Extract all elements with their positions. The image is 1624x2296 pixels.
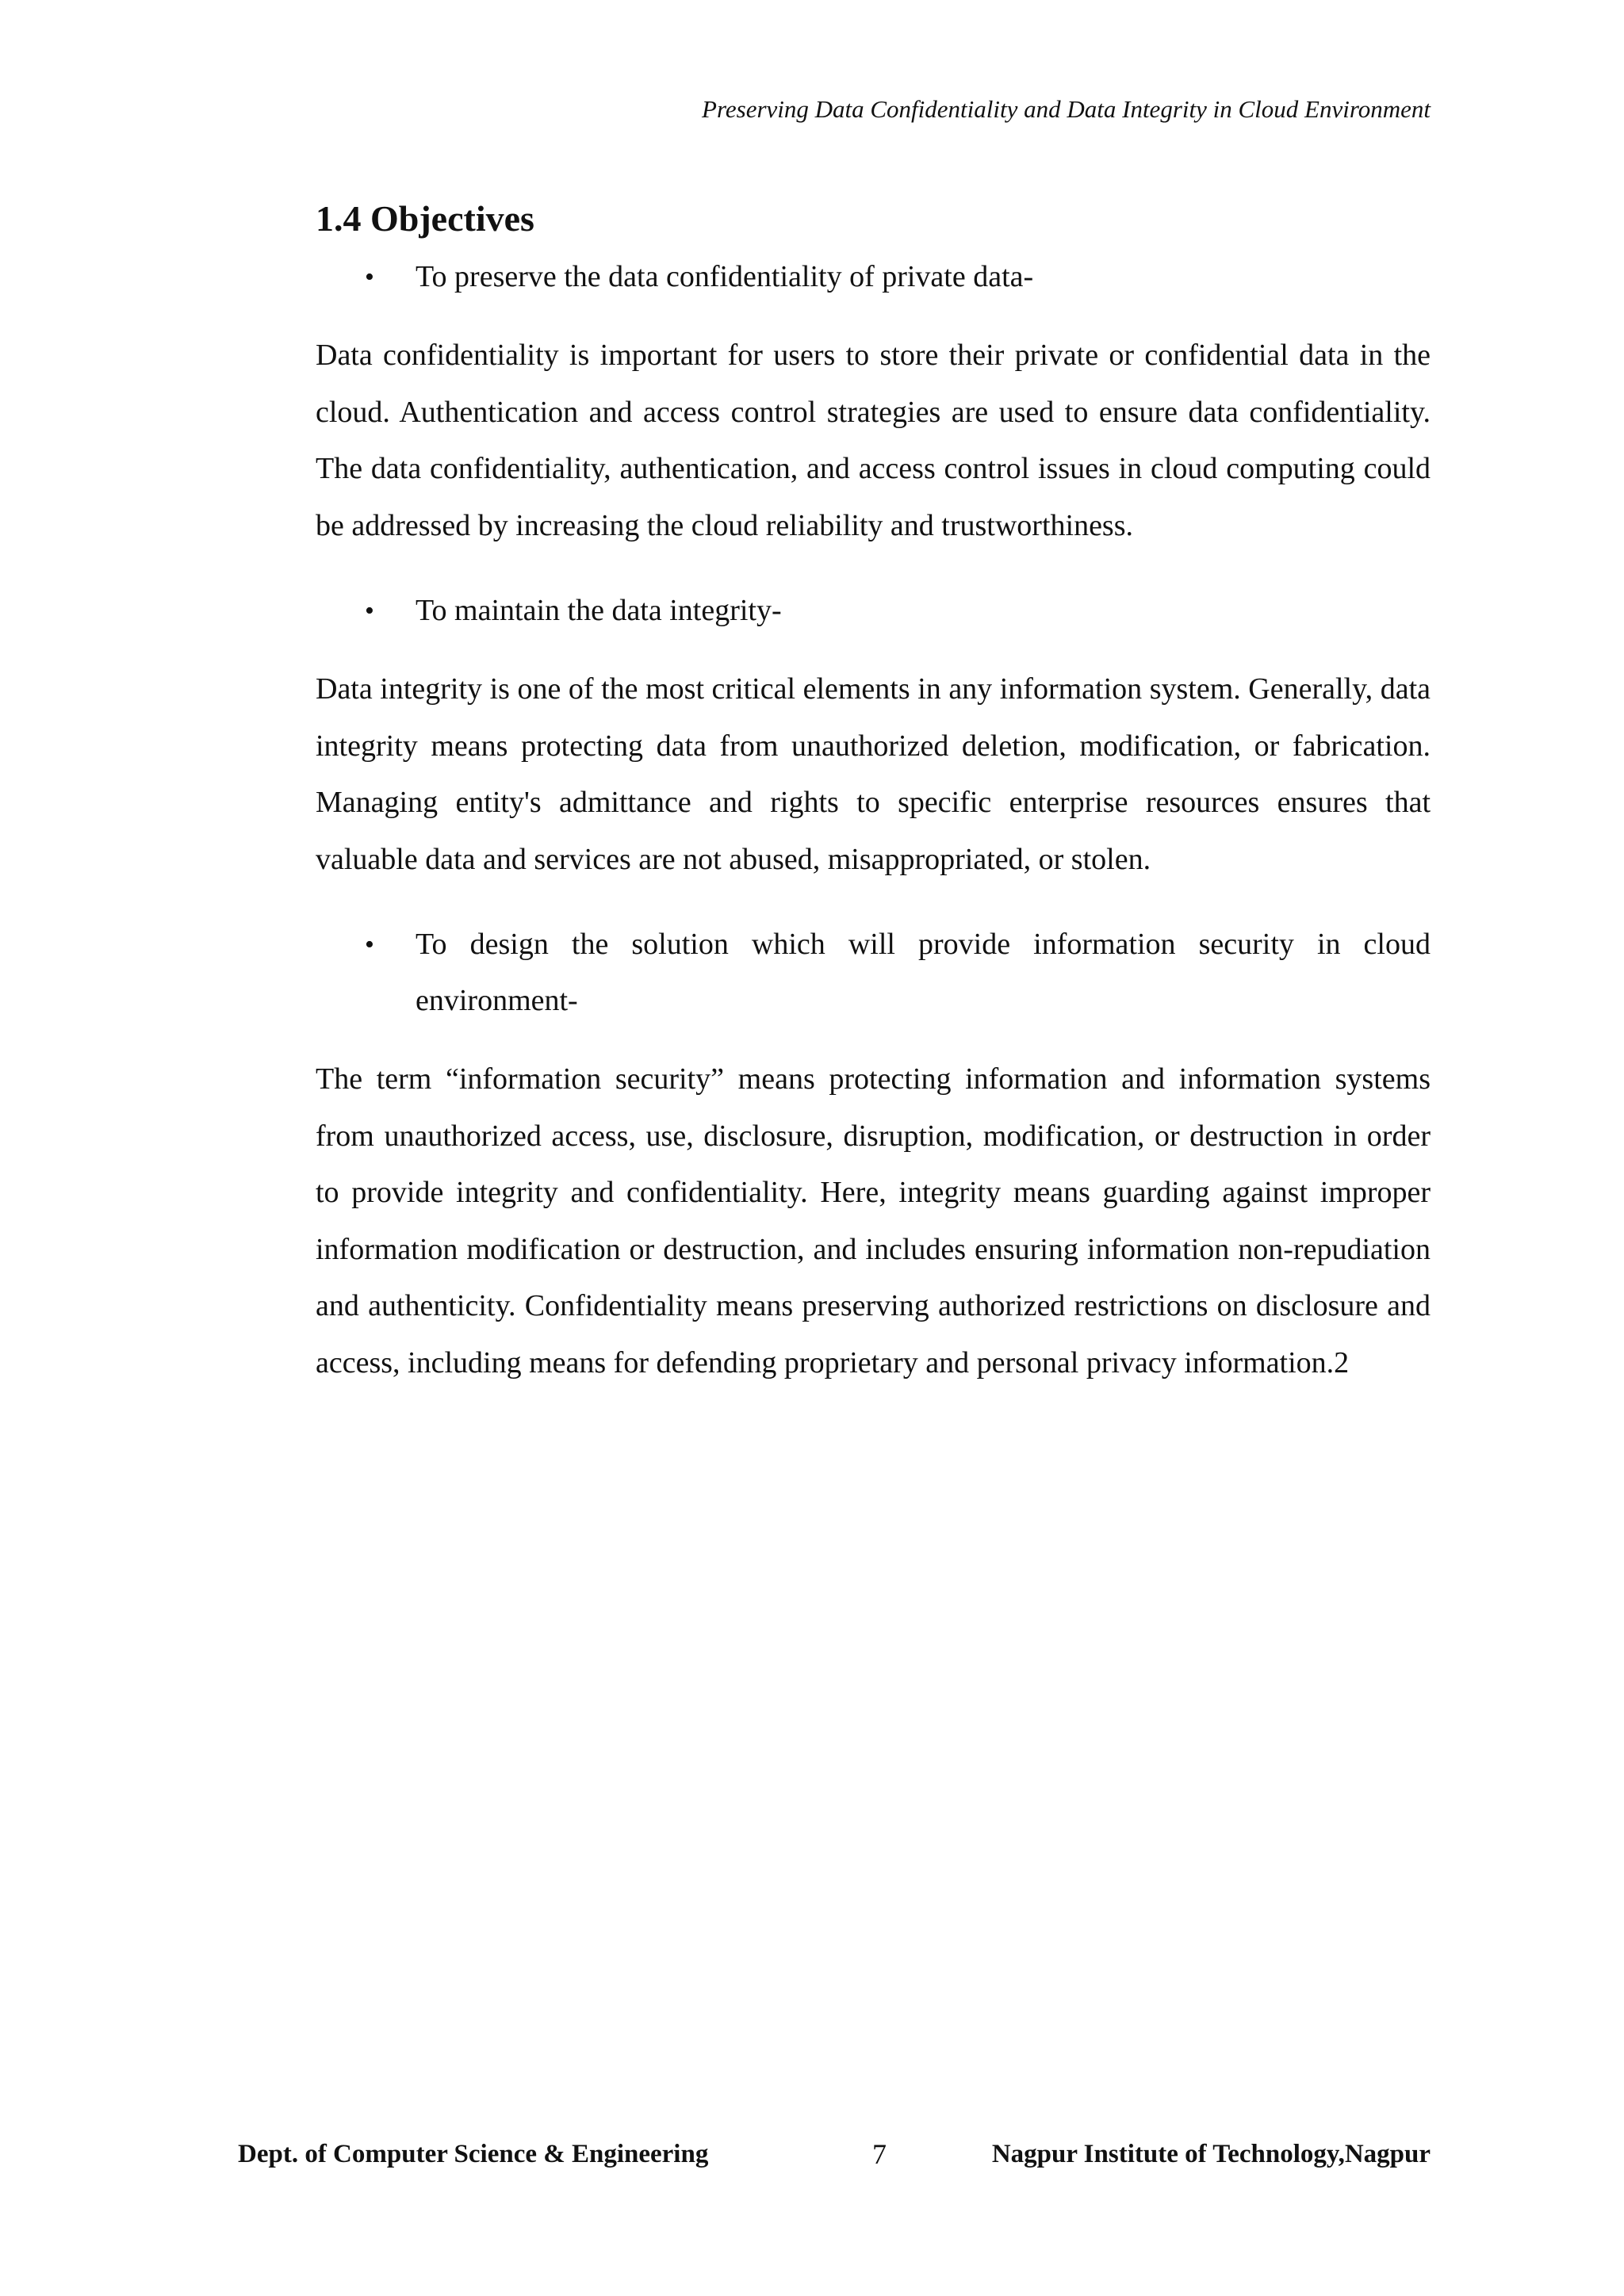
- objective-bullet-2: [316, 583, 1431, 639]
- running-header: Preserving Data Confidentiality and Data Integrity in Cloud Environment: [702, 95, 1431, 123]
- objective-bullet-3: [316, 916, 1431, 1029]
- page-footer: [238, 2134, 1431, 2174]
- bullet-icon: •: [365, 262, 374, 292]
- footer-department: Dept. of Computer Science & Engineering: [238, 2140, 709, 2168]
- bullet-icon: •: [365, 930, 374, 959]
- objective-bullet-text: To preserve the data confidentiality of private data-: [416, 260, 1034, 293]
- page-number: 7: [872, 2138, 887, 2170]
- objective-paragraph-1: Data confidentiality is important for users to store their private or confidential data in the cloud. Authentication and access control strategies are used to ensure data confidentiality. The data confidentiality, authentication, and access control issues in cloud computing could be addressed by increasing the cloud reliability and trustworthiness.: [316, 339, 1431, 542]
- objective-bullet-1: [316, 249, 1431, 305]
- bullet-icon: •: [365, 596, 374, 626]
- objective-paragraph-3: The term “information security” means protecting information and information systems from unauthorized access, use, disclosure, disruption, modification, or destruction in order to provide integrity and confidentiality. Here, integrity means guarding against improper information modification or destruction, and includes ensuring information non-repudiation and authenticity. Confidentiality means preserving authorized restrictions on disclosure and access, including means for defending proprietary and personal privacy information.2: [316, 1062, 1431, 1380]
- section-heading: 1.4 Objectives: [316, 198, 534, 239]
- objective-bullet-text: To maintain the data integrity-: [416, 594, 782, 627]
- footer-institute: Nagpur Institute of Technology,Nagpur: [991, 2140, 1431, 2168]
- objective-bullet-text: To design the solution which will provide information security in cloud environment-: [416, 928, 1431, 1017]
- page-content: [316, 195, 1431, 1420]
- objective-paragraph-2: Data integrity is one of the most critical elements in any information system. Generally, data integrity means protecting data from unauthorized deletion, modification, or fabrication. Managing entity's admittance and rights to specific enterprise resources ensures that valuable data and services are not abused, misappropriated, or stolen.: [316, 672, 1431, 876]
